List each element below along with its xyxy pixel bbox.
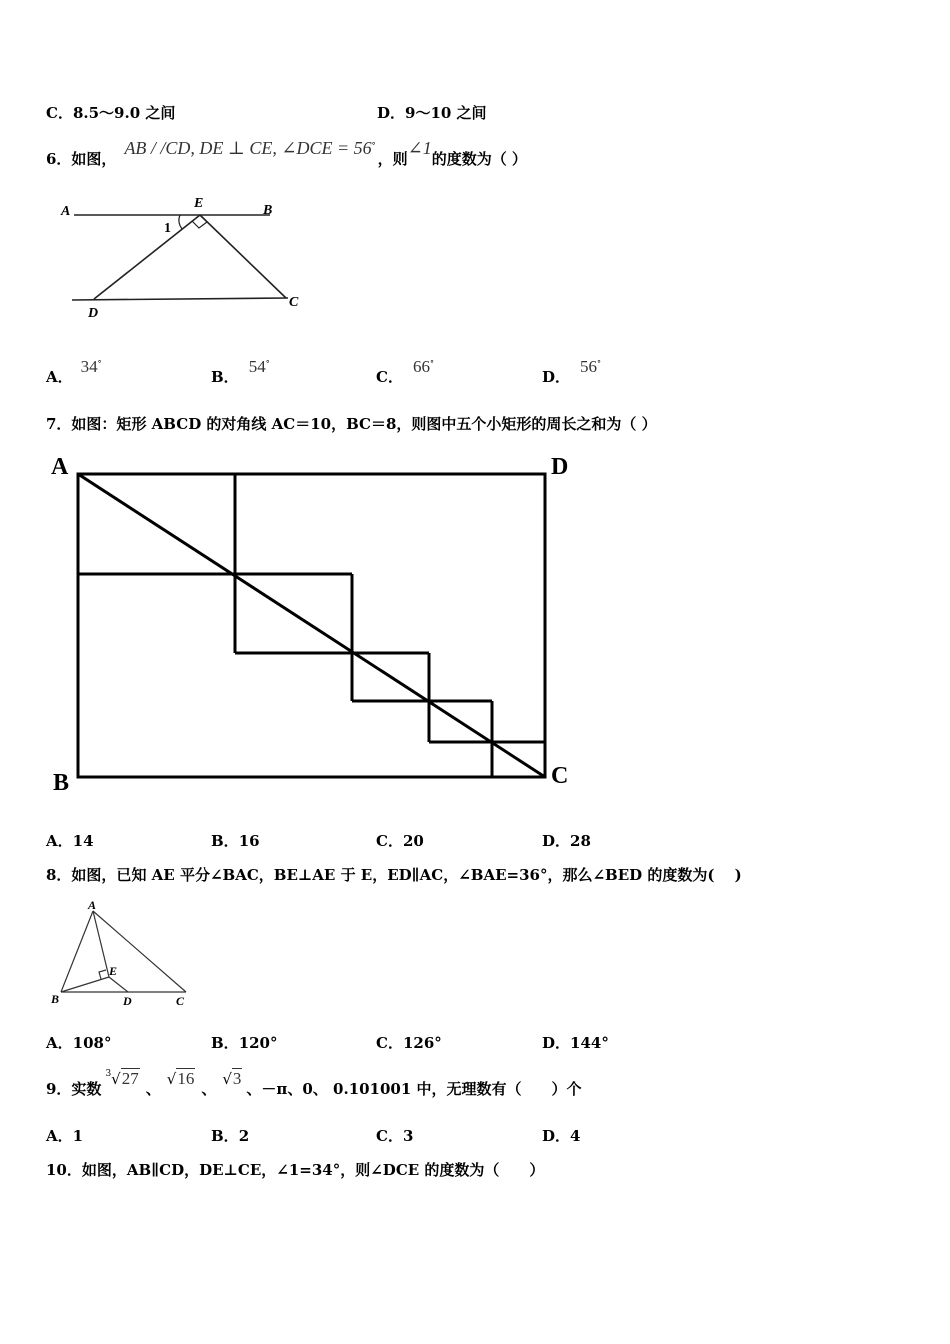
label-c: C [551,763,569,789]
q5-option-d-text: 9～10 之间 [405,104,487,122]
label-e: E [109,964,118,978]
q9-tail: 、－π、0、 0.101001 中，无理数有（ ）个 [246,1080,582,1098]
q7-option-a: A．14 [46,832,94,850]
label-a: A [51,454,69,480]
q6-stem: 6．如图，AB / /CD, DE ⊥ CE, ∠DCE = 56°，则∠1的度数为（ ） [46,138,527,168]
q6-end: 的度数为（ ） [431,150,527,168]
label-c: C [176,994,185,1008]
q9-option-b: B．2 [211,1127,250,1145]
label-d: D [123,994,132,1008]
q9-sep2: 、 [201,1080,217,1098]
q6-option-d-value: 56 [580,357,598,376]
q6-option-c-letter: C． [376,368,403,386]
q7-option-d: D．28 [542,832,591,850]
label-d: D [551,454,569,480]
segment-ed [94,215,200,299]
angle-1-arc [179,215,182,229]
line-dc [72,298,288,300]
q9-option-d: D．4 [542,1127,581,1145]
q9-option-c: C．3 [376,1127,414,1145]
q7-figure [48,450,588,800]
q5-option-d-letter: D． [377,104,406,122]
label-b: B [51,992,60,1006]
q5-option-c-letter: C． [46,104,73,122]
label-e: E [194,196,204,211]
q8-option-d: D．144° [542,1034,609,1052]
q8-option-a: A．108° [46,1034,112,1052]
q6-option-b-letter: B． [211,368,239,386]
q6-option-c-value: 66 [412,357,430,376]
q6-option-b-value: 54 [248,357,266,376]
q7-option-b: B．16 [211,832,260,850]
label-a: A [88,898,97,912]
q7-option-c: C．20 [376,832,424,850]
right-angle-mark [192,215,207,228]
q6-option-a-value: 34 [80,357,98,376]
q9-sep1: 、 [145,1080,161,1098]
q5-option-c [46,102,175,123]
q9-stem [46,1068,582,1098]
label-c: C [289,295,299,310]
q6-number: 6．如图， [46,150,117,168]
q8-option-b: B．120° [211,1034,278,1052]
segment-ec [200,215,286,298]
q6-angle: ∠1 [407,138,432,158]
q8-option-c: C．126° [376,1034,442,1052]
q5-option-c-text: 8.5～9.0 之间 [72,104,176,122]
q6-option-a-letter: A． [46,368,73,386]
q6-option-c: C．66° [376,357,434,386]
label-b: B [53,770,70,796]
q6-option-b: B．54° [211,357,270,386]
q5-option-d [377,102,487,123]
q6-mid: ，则 [377,150,408,168]
q6-option-a: A．34° [46,357,102,386]
diagonal-ac [78,474,545,777]
q9-option-a: A．1 [46,1127,84,1145]
q6-figure [58,190,318,325]
q9-root-16: √16 [166,1069,195,1088]
q9-lead: 9．实数 [46,1080,102,1098]
q9-root-27: $^3$√27 [105,1069,139,1088]
label-d: D [88,306,99,321]
q8-stem: 8．如图，已知 AE 平分∠BAC，BE⊥AE 于 E，ED∥AC，∠BAE=36°，那么∠BED 的度数为( ) [46,866,742,884]
q10-stem: 10．如图，AB∥CD，DE⊥CE，∠1=34°，则∠DCE 的度数为（ ） [46,1161,545,1179]
q6-option-d-letter: D． [542,368,571,386]
q7-stem: 7．如图：矩形 ABCD 的对角线 AC＝10，BC＝8，则图中五个小矩形的周长之和为（ ） [46,415,657,433]
q8-figure [46,895,196,1010]
label-1: 1 [164,221,171,236]
q6-formula: AB / /CD, DE ⊥ CE, ∠DCE = 56 [124,138,372,158]
label-a: A [61,204,71,219]
label-b: B [263,203,273,218]
q9-root-3: √3 [222,1069,242,1088]
q6-option-d: D．56° [542,357,602,386]
